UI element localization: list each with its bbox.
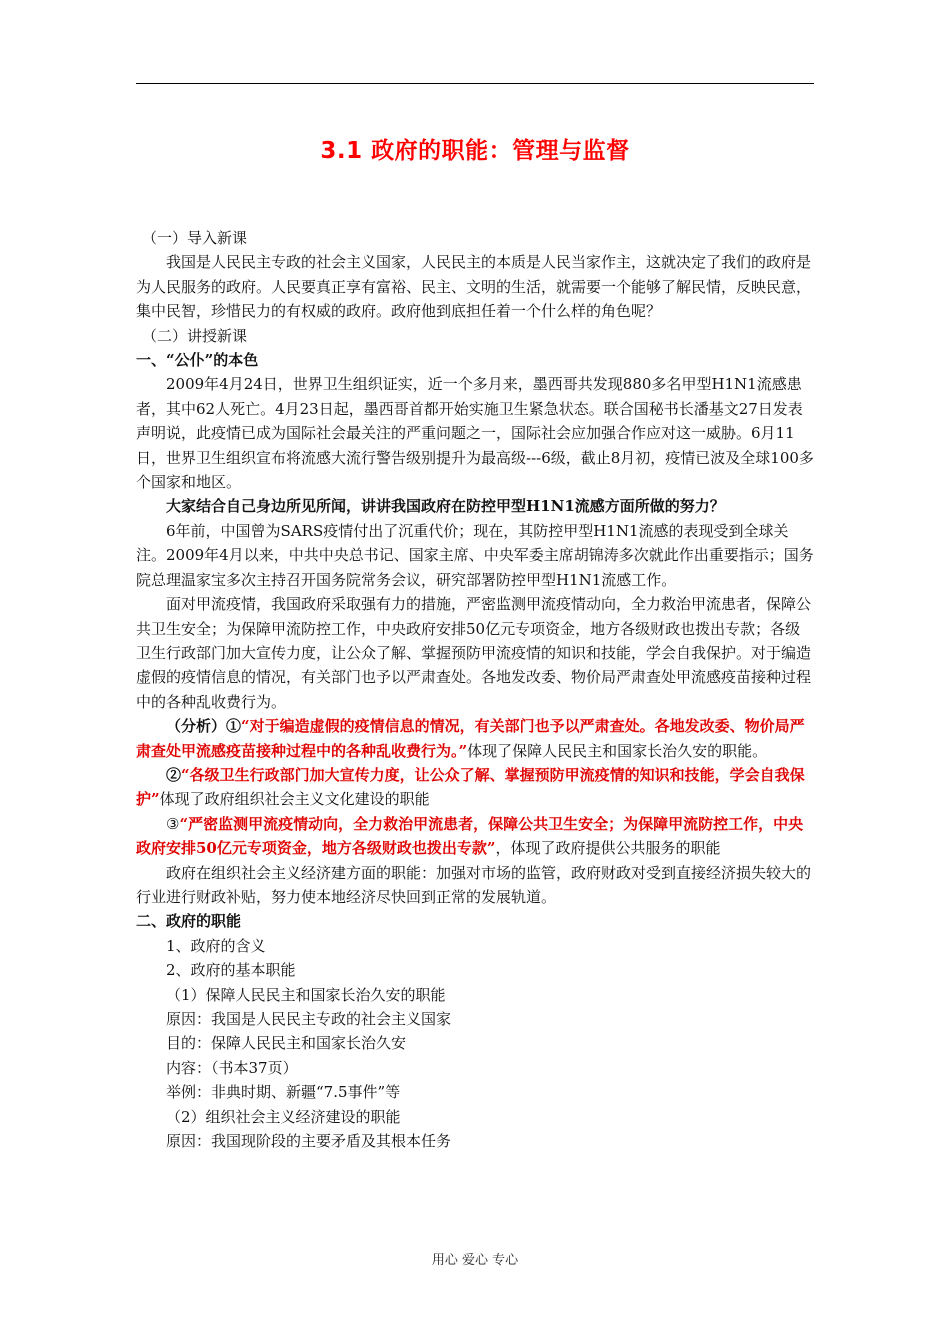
outline-item: 目的：保障人民民主和国家长治久安	[166, 1034, 407, 1053]
paragraph-economic-function: 政府在组织社会主义经济建方面的职能：加强对市场的监管，政府财政对受到直接经济损失较大的行业进行财政补贴，努力使本地经济尽快回到正常的发展轨道。	[136, 863, 812, 906]
analysis-conclusion-1: 体现了保障人民民主和国家长治久安的职能。	[467, 741, 768, 760]
analysis-number-3: ③	[166, 814, 180, 833]
page-footer: 用心 爱心 专心	[431, 1253, 519, 1268]
outline-item: （1）保障人民民主和国家长治久安的职能	[166, 985, 446, 1004]
outline-item: 原因：我国现阶段的主要矛盾及其根本任务	[166, 1132, 452, 1151]
analysis-prefix: （分析）①	[166, 717, 242, 736]
outline-item: 内容：（书本37页）	[166, 1058, 298, 1077]
section-intro-heading: （一）导入新课	[142, 229, 248, 247]
analysis-quote-3: “严密监测甲流疫情动向，全力救治甲流患者，保障公共卫生安全；为保障甲流防控工作，中央政府安排50亿元专项资金，地方各级财政也拨出专款”	[136, 814, 804, 858]
analysis-conclusion-3: ，体现了政府提供公共服务的职能	[495, 839, 721, 858]
outline-item: 1、政府的含义	[166, 936, 266, 955]
paragraph-china-response: 6年前，中国曾为SARS疫情付出了沉重代价；现在，其防控甲型H1N1流感的表现受到全球关注。2009年4月以来，中共中央总书记、国家主席、中央军委主席胡锦涛多次就此作出重要指示；国务院总理温家宝多次主持召开国务院常务会议，研究部署防控甲型H1N1流感工作。	[136, 521, 814, 589]
outline-item: （2）组织社会主义经济建设的职能	[166, 1107, 401, 1126]
analysis-conclusion-2: 体现了政府组织社会主义文化建设的职能	[159, 790, 430, 809]
section-teach-heading: （二）讲授新课	[142, 326, 248, 345]
analysis-item-3	[136, 812, 815, 861]
paragraph-government-measures: 面对甲流疫情，我国政府采取强有力的措施，严密监测甲流疫情动向，全力救治甲流患者，保障公共卫生安全；为保障甲流防控工作，中央政府安排50亿元专项资金，地方各级财政也拨出专款；各级卫生行政部门加大宣传力度，让公众了解、掌握预防甲流疫情的知识和技能，学会自我保护。对于编造虚假的疫情信息的情况，有关部门也予以严肃查处。各地发改委、物价局严肃查处甲流感疫苗接种过程中的各种乱收费行为。	[136, 595, 812, 711]
document-body	[136, 226, 815, 1153]
analysis-item-1	[136, 714, 815, 763]
analysis-quote-2: “各级卫生行政部门加大宣传力度，让公众了解、掌握预防甲流疫情的知识和技能，学会自我保护”	[136, 765, 805, 809]
paragraph-h1n1-background: 2009年4月24日，世界卫生组织证实，近一个多月来，墨西哥共发现880多名甲型H1N1流感患者，其中62人死亡。4月23日起，墨西哥首都开始实施卫生紧急状态。联合国秘书长潘基文27日发表声明说，此疫情已成为国际社会最关注的严重问题之一，国际社会应加强合作应对这一威胁。6月11日，世界卫生组织宣布将流感大流行警告级别提升为最高级---6级，截止8月初，疫情已波及全球100多个国家和地区。	[136, 375, 814, 492]
discussion-question: 大家结合自己身边所见所闻，讲讲我国政府在防控甲型H1N1流感方面所做的努力？	[166, 497, 725, 516]
analysis-quote-1: “对于编造虚假的疫情信息的情况，有关部门也予以严肃查处。各地发改委、物价局严肃查处甲流感疫苗接种过程中的各种乱收费行为。”	[136, 717, 805, 760]
outline-item: 2、政府的基本职能	[166, 961, 296, 980]
intro-paragraph: 我国是人民民主专政的社会主义国家，人民民主的本质是人民当家作主，这就决定了我们的政府是为人民服务的政府。人民要真正享有富裕、民主、文明的生活，就需要一个能够了解民情，反映民意，集中民智，珍惜民力的有权威的政府。政府他到底担任着一个什么样的角色呢？	[136, 253, 812, 321]
outline-item: 原因：我国是人民民主专政的社会主义国家	[166, 1010, 452, 1028]
page-title: 3.1 政府的职能：管理与监督	[320, 138, 630, 164]
analysis-item-2	[136, 763, 815, 812]
analysis-number-2: ②	[166, 765, 182, 784]
outline-item: 举例：非典时期、新疆“7.5事件”等	[166, 1083, 401, 1102]
heading-one: 一、“公仆”的本色	[136, 351, 259, 370]
header-rule	[136, 83, 814, 84]
heading-two: 二、政府的职能	[136, 912, 242, 931]
